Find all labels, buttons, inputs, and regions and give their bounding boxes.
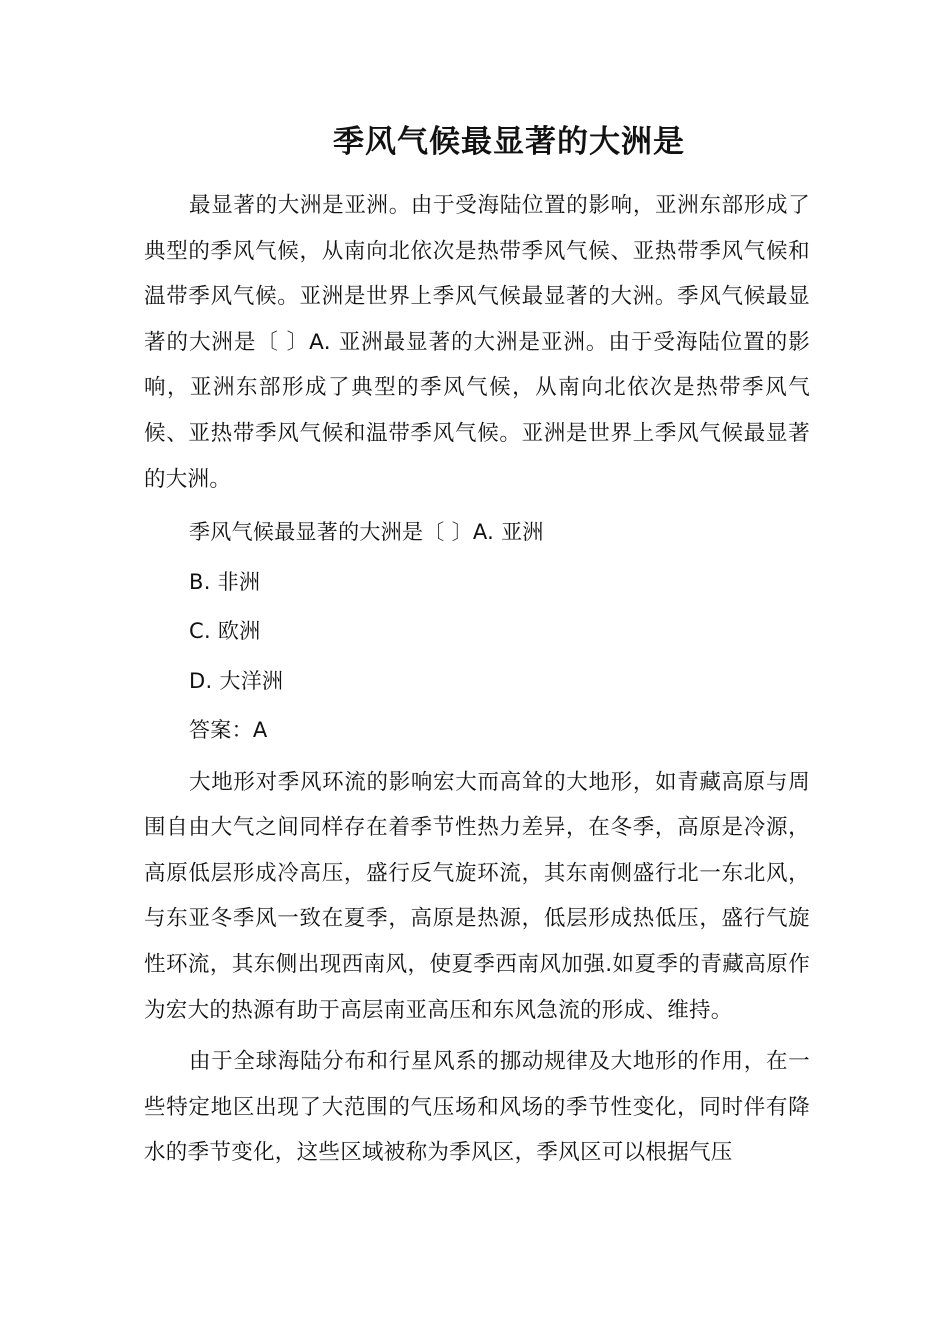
question-stem: 季风气候最显著的大洲是〔 〕A. 亚洲 (189, 520, 544, 545)
document-body (144, 183, 810, 1182)
option-d: D. 大洋洲 (189, 668, 284, 693)
document-title: 季风气候最显著的大洲是 (333, 124, 685, 160)
option-b: B. 非洲 (189, 569, 261, 594)
intro-paragraph: 最显著的大洲是亚洲。由于受海陆位置的影响，亚洲东部形成了典型的季风气候，从南向北依次是热带季风气候、亚热带季风气候和温带季风气候。亚洲是世界上季风气候最显著的大洲。季风气候最显著的大洲是〔 〕A. 亚洲最显著的大洲是亚洲。由于受海陆位置的影响，亚洲东部形成了典型的季风气候，从南向北依次是热带季风气候、亚热带季风气候和温带季风气候。亚洲是世界上季风气候最显著的大洲。 (144, 193, 810, 492)
option-c: C. 欧洲 (189, 619, 261, 644)
answer-line: 答案：A (189, 718, 268, 743)
monsoon-region-paragraph: 由于全球海陆分布和行星风系的挪动规律及大地形的作用，在一些特定地区出现了大范围的气压场和风场的季节性变化，同时伴有降水的季节变化，这些区域被称为季风区，季风区可以根据气压 (144, 1049, 810, 1166)
terrain-paragraph: 大地形对季风环流的影响宏大而高耸的大地形，如青藏高原与周围自由大气之间同样存在着季节性热力差异，在冬季，高原是冷源，高原低层形成冷高压，盛行反气旋环流，其东南侧盛行北一东北风，与东亚冬季风一致在夏季，高原是热源，低层形成热低压，盛行气旋性环流，其东侧出现西南风，使夏季西南风加强.如夏季的青藏高原作为宏大的热源有助于高层南亚高压和东风急流的形成、维持。 (144, 769, 810, 1023)
